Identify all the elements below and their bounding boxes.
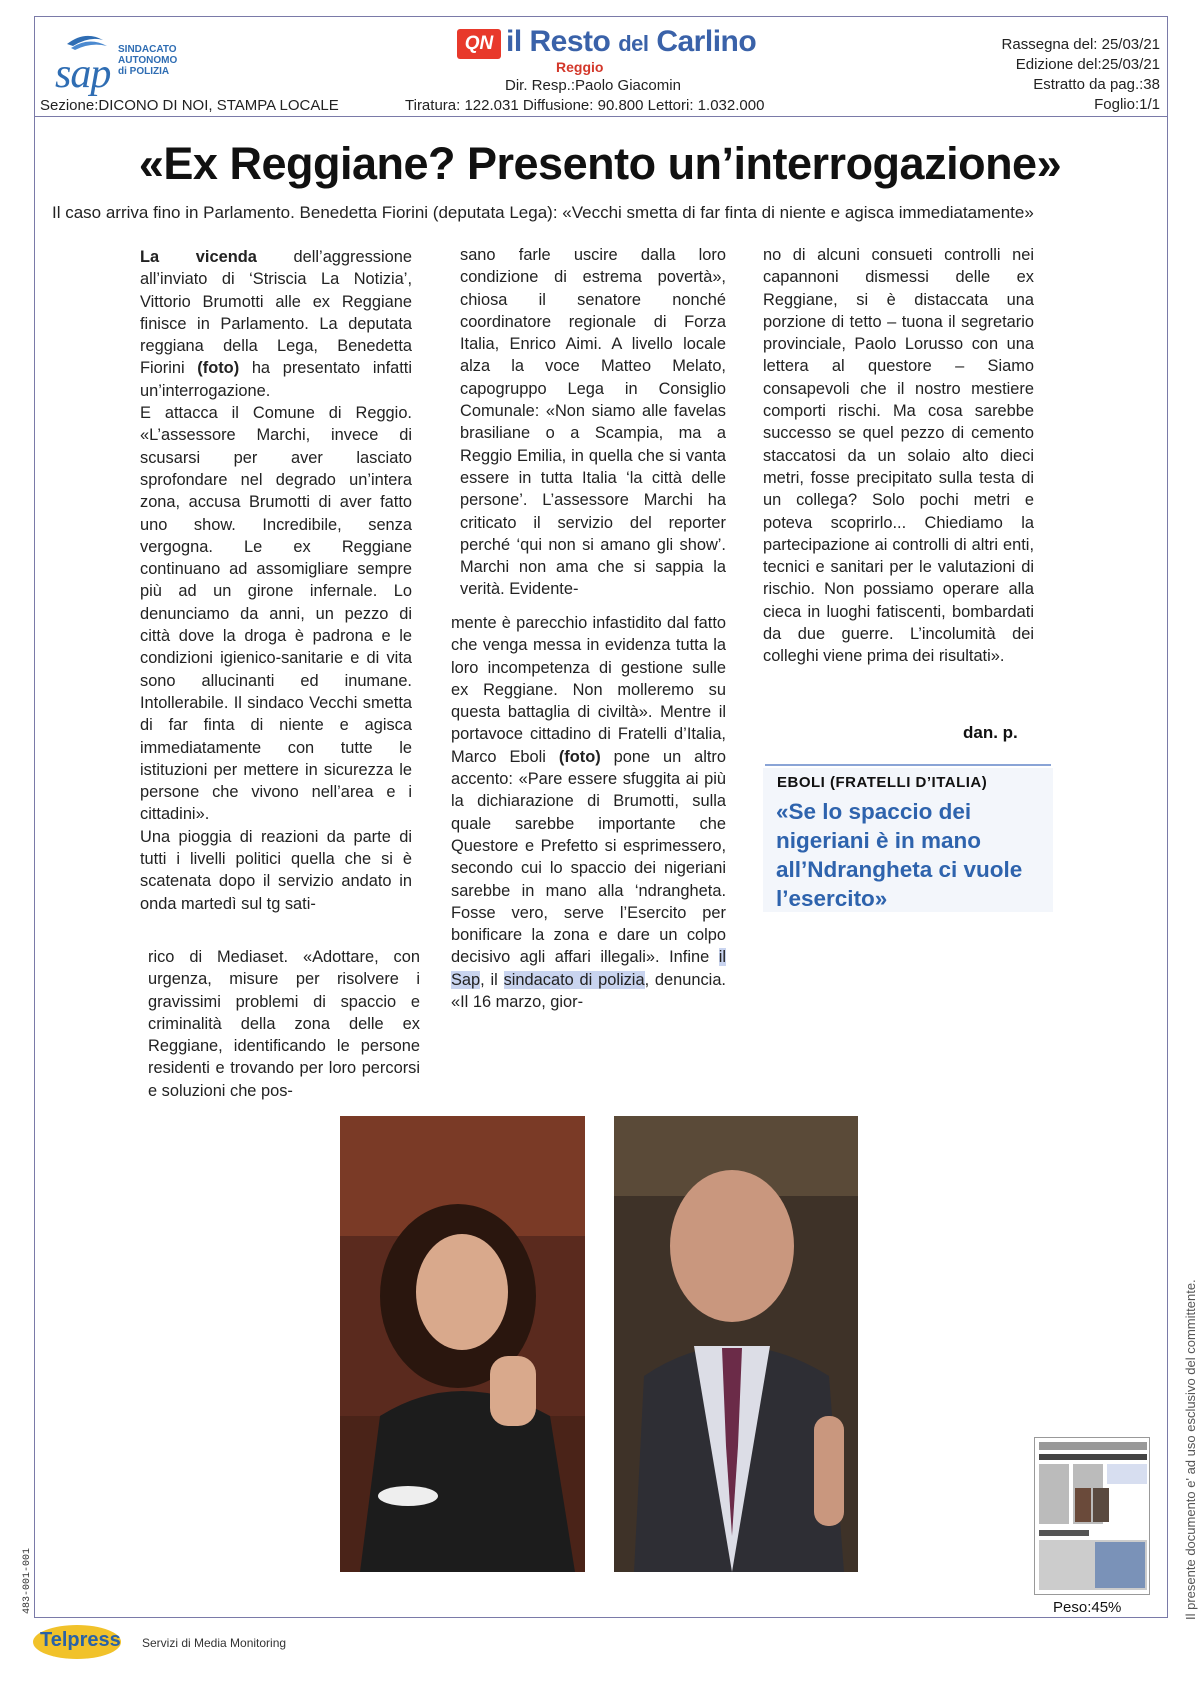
header-divider bbox=[34, 116, 1168, 117]
weight-label: Peso:45% bbox=[1053, 1599, 1122, 1616]
page-thumbnail bbox=[1034, 1437, 1150, 1595]
director-line: Dir. Resp.:Paolo Giacomin bbox=[505, 77, 681, 94]
article-column-2 bbox=[460, 244, 726, 601]
photo-benedetta-fiorini bbox=[340, 1116, 585, 1572]
article-column-1 bbox=[140, 246, 412, 915]
rassegna-date: Rassegna del: 25/03/21 bbox=[1001, 36, 1160, 53]
pull-quote: «Se lo spaccio dei nigeriani è in mano all’Ndrangheta ci vuole l’esercito» bbox=[776, 799, 1023, 911]
edizione-date: Edizione del:25/03/21 bbox=[1015, 56, 1160, 73]
article-column-1-continued bbox=[148, 946, 420, 1102]
foglio: Foglio:1/1 bbox=[1094, 96, 1160, 113]
telpress-logo-text: Telpress bbox=[40, 1629, 121, 1651]
press-review-meta bbox=[1002, 35, 1160, 115]
author-signature: dan. p. bbox=[963, 723, 1018, 742]
paragraph-7: no di alcuni consueti controlli nei capannoni dismessi delle ex Reggiane, si è distaccata una porzione di tetto – tuona il segretario provinciale, Paolo Lorusso con una lettera al questore – Siamo consapevoli che il nostro mestiere comporti rischi. Ma cosa sarebbe successo se quel pezzo di cemento staccatosi da un solaio alto dieci metri, fosse precipitato sulla testa di un collega? Solo pochi metri e poteva scoprirlo... Chiediamo la partecipazione ai controlli di altri enti, tecnici e sanitari per le valutazioni di rischio. Non possiamo operare alla cieca in luoghi fatiscenti, bombardati da due guerre. L’incolumità dei colleghi viene prima dei risultati». bbox=[763, 246, 1034, 666]
quote-box-label: EBOLI (FRATELLI D’ITALIA) bbox=[777, 774, 988, 791]
paragraph-5: sano farle uscire dalla loro condizione di estrema povertà», chiosa il senatore nonché coordinatore regionale di Forza Italia, Enrico Aimi. A livello locale alza la voce Matteo Melato, capogruppo Lega in Consiglio Comunale: «Non siamo alle favelas brasiliane o a Scampia, ma a Reggio Emilia, in quella che si vanta essere in tutta Italia ‘la città delle persone’. L’assessore Marchi ha criticato il servizio del reporter perché ‘qui non si amano gli show’. Marchi non ama che si sappia la verità. Evidente- bbox=[460, 246, 726, 599]
paragraph-1: La vicenda dell’aggressione all’inviato di ‘Striscia La Notizia’, Vittorio Brumotti alle ex Reggiane finisce in Parlamento. La deputata reggiana della Lega, Benedetta Fiorini (foto) ha presentato infatti un’interrogazione. bbox=[140, 248, 412, 400]
article-headline: «Ex Reggiane? Presento un’interrogazione» bbox=[138, 138, 1062, 189]
footer-note: Servizi di Media Monitoring bbox=[142, 1636, 287, 1650]
circulation-line: Tiratura: 122.031 Diffusione: 90.800 Lettori: 1.032.000 bbox=[405, 97, 765, 114]
paragraph-4: rico di Mediaset. «Adottare, con urgenza, misure per risolvere i gravissimi problemi di spaccio e criminalità della zona delle ex Reggiane, identificando le persone residenti e trovando per loro percorsi e soluzioni che pos- bbox=[148, 948, 420, 1100]
article-column-3 bbox=[763, 244, 1034, 668]
sap-logo-word: sap bbox=[55, 51, 111, 97]
quote-box-rule bbox=[765, 764, 1051, 766]
paragraph-6: mente è parecchio infastidito dal fatto che venga messa in evidenza tutta la loro incompetenza di gestione sulle ex Reggiane. Non molleremo su questa battaglia di civiltà». Mentre il portavoce cittadino di Fratelli d’Italia, Marco Eboli (foto) pone un altro accento: «Pare essere sfuggita ai più la dichiarazione di Brumotti, sulla quale sarebbe importante che Questore e Prefetto si esprimessero, secondo cui lo spaccio dei nigeriani sarebbe in mano alla ‘ndrangheta. Fosse vero, serve l’Esercito per bonificare la zona e dare un colpo decisivo agli affari illegali». Infine il Sap, il sindacato di polizia, denuncia. «Il 16 marzo, gior- bbox=[451, 614, 726, 1012]
paragraph-2: E attacca il Comune di Reggio. «L’assessore Marchi, invece di scusarsi per aver lasciato sprofondare nel degrado un’intera zona, accusa Brumotti di aver fatto uno show. Incredibile, senza vergogna. Le ex Reggiane continuano ad assomigliare sempre più ad un girone infernale. Lo denunciamo da anni, un pezzo di città dove la droga è padrona e le condizioni igienico-sanitarie e di vita sono allucinanti ed inumane. Intollerabile. Il sindaco Vecchi smetta di far finta di niente e agisca immediatamente con tutte le istituzioni per mettere in sicurezza le persone che vivono nell’area e i cittadini». bbox=[140, 404, 412, 824]
sap-logo-text: SINDACATO AUTONOMO di POLIZIA bbox=[118, 44, 178, 77]
document-code: 483-001-001 bbox=[22, 1547, 33, 1614]
estratto-page: Estratto da pag.:38 bbox=[1033, 76, 1160, 93]
highlight-sap: il Sap bbox=[451, 948, 726, 989]
article-column-2-continued bbox=[451, 612, 726, 1013]
highlight-sindacato: sindacato di polizia bbox=[503, 970, 645, 989]
portrait-woman-icon bbox=[340, 1116, 585, 1572]
edition-label: Reggio bbox=[556, 59, 604, 75]
portrait-man-icon bbox=[614, 1116, 858, 1572]
section-line: Sezione:DICONO DI NOI, STAMPA LOCALE bbox=[40, 97, 339, 114]
paragraph-3: Una pioggia di reazioni da parte di tutti i livelli politici quella che si è scatenata dopo il servizio andato in onda martedì sul tg sati- bbox=[140, 827, 412, 913]
newspaper-masthead: il Resto del Carlino bbox=[506, 25, 757, 58]
qn-badge: QN bbox=[457, 29, 501, 59]
photo-marco-eboli bbox=[614, 1116, 858, 1572]
side-disclaimer: Il presente documento e' ad uso esclusivo del committente. bbox=[1183, 1279, 1198, 1620]
article-subheadline: Il caso arriva fino in Parlamento. Benedetta Fiorini (deputata Lega): «Vecchi smetta di far finta di niente e agisca immediatamente» bbox=[52, 203, 1034, 222]
